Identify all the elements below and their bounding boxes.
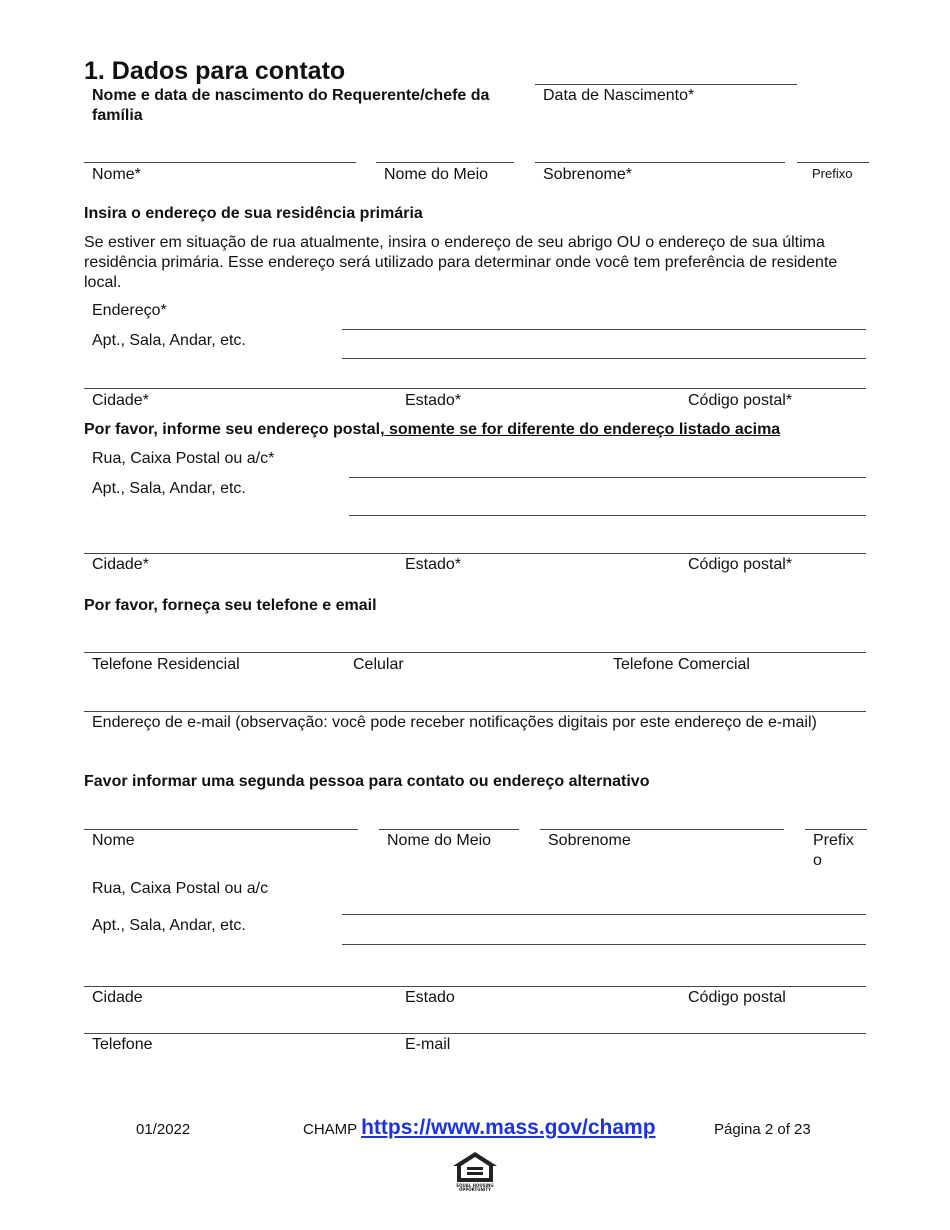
second-apt-input-line[interactable] <box>342 944 866 945</box>
footer-date: 01/2022 <box>136 1121 191 1138</box>
second-phone-email-line[interactable] <box>84 1033 866 1034</box>
second-last-name-label: Sobrenome <box>548 832 631 849</box>
equal-housing-icon <box>451 1150 499 1192</box>
footer-program-name: CHAMP <box>303 1121 357 1138</box>
cell-phone-label: Celular <box>353 656 404 673</box>
residence-address-label: Endereço* <box>92 302 167 319</box>
contact-heading: Por favor, forneça seu telefone e email <box>84 597 377 614</box>
mailing-heading-underlined: somente se for diferente do endereço listado acima <box>384 421 781 438</box>
mailing-heading <box>84 420 780 440</box>
dob-label: Data de Nascimento* <box>543 87 695 104</box>
mailing-state-label: Estado* <box>405 556 462 573</box>
middle-name-label: Nome do Meio <box>384 166 489 183</box>
second-contact-heading: Favor informar uma segunda pessoa para contato ou endereço alternativo <box>84 773 650 790</box>
suffix-input-line[interactable] <box>797 162 869 163</box>
footer-program <box>303 1117 656 1141</box>
residence-address-input-line[interactable] <box>342 329 866 330</box>
second-state-label: Estado <box>405 989 455 1006</box>
second-first-name-label: Nome <box>92 832 135 849</box>
residence-city-state-zip-line[interactable] <box>84 388 866 389</box>
mailing-apt-label: Apt., Sala, Andar, etc. <box>92 480 246 497</box>
home-phone-label: Telefone Residencial <box>92 656 240 673</box>
last-name-label: Sobrenome* <box>543 166 632 183</box>
svg-text:OPPORTUNITY: OPPORTUNITY <box>458 1187 492 1192</box>
second-street-label: Rua, Caixa Postal ou a/c <box>92 880 269 897</box>
residence-apt-input-line[interactable] <box>342 358 866 359</box>
second-city-state-zip-line[interactable] <box>84 986 866 987</box>
second-middle-name-input-line[interactable] <box>379 829 519 830</box>
second-last-name-input-line[interactable] <box>540 829 784 830</box>
second-apt-label: Apt., Sala, Andar, etc. <box>92 917 246 934</box>
mailing-zip-label: Código postal* <box>688 556 793 573</box>
residence-heading: Insira o endereço de sua residência primária <box>84 205 423 222</box>
section-title: 1. Dados para contato <box>84 57 346 85</box>
mailing-street-input-line[interactable] <box>349 477 866 478</box>
email-label: Endereço de e-mail (observação: você pode receber notificações digitais por este endereço de e-mail) <box>92 714 817 731</box>
svg-text:EQUAL HOUSING: EQUAL HOUSING <box>456 1183 494 1188</box>
residence-zip-label: Código postal* <box>688 392 793 409</box>
footer-url-link[interactable]: https://www.mass.gov/champ <box>361 1116 656 1139</box>
residence-state-label: Estado* <box>405 392 462 409</box>
second-email-label: E-mail <box>405 1036 451 1053</box>
second-street-input-line[interactable] <box>342 914 866 915</box>
mailing-apt-input-line[interactable] <box>349 515 866 516</box>
second-first-name-input-line[interactable] <box>84 829 358 830</box>
mailing-street-label: Rua, Caixa Postal ou a/c* <box>92 450 275 467</box>
dob-input-line[interactable] <box>535 84 797 85</box>
mailing-heading-start: Por favor, informe seu endereço postal, <box>84 421 385 438</box>
suffix-label: Prefixo <box>812 166 853 181</box>
second-middle-name-label: Nome do Meio <box>387 832 492 849</box>
phone-input-line[interactable] <box>84 652 866 653</box>
residence-note: Se estiver em situação de rua atualmente, insira o endereço de seu abrigo OU o endereço de sua última residência primária. Esse endereço será utilizado para determinar onde você tem preferência de residente local. <box>84 234 838 291</box>
email-input-line[interactable] <box>84 711 866 712</box>
mailing-city-state-zip-line[interactable] <box>84 553 866 554</box>
mailing-city-label: Cidade* <box>92 556 149 573</box>
residence-apt-label: Apt., Sala, Andar, etc. <box>92 332 246 349</box>
equal-housing-logo <box>451 1150 499 1192</box>
work-phone-label: Telefone Comercial <box>613 656 750 673</box>
residence-city-label: Cidade* <box>92 392 149 409</box>
second-city-label: Cidade <box>92 989 143 1006</box>
second-suffix-label: Prefixo <box>813 832 854 869</box>
second-suffix-input-line[interactable] <box>805 829 867 830</box>
first-name-input-line[interactable] <box>84 162 356 163</box>
second-zip-label: Código postal <box>688 989 786 1006</box>
second-phone-label: Telefone <box>92 1036 153 1053</box>
first-name-label: Nome* <box>92 166 141 183</box>
footer-page-number: Página 2 of 23 <box>714 1121 811 1138</box>
applicant-heading: Nome e data de nascimento do Requerente/chefe da família <box>92 87 490 124</box>
middle-name-input-line[interactable] <box>376 162 514 163</box>
last-name-input-line[interactable] <box>535 162 785 163</box>
